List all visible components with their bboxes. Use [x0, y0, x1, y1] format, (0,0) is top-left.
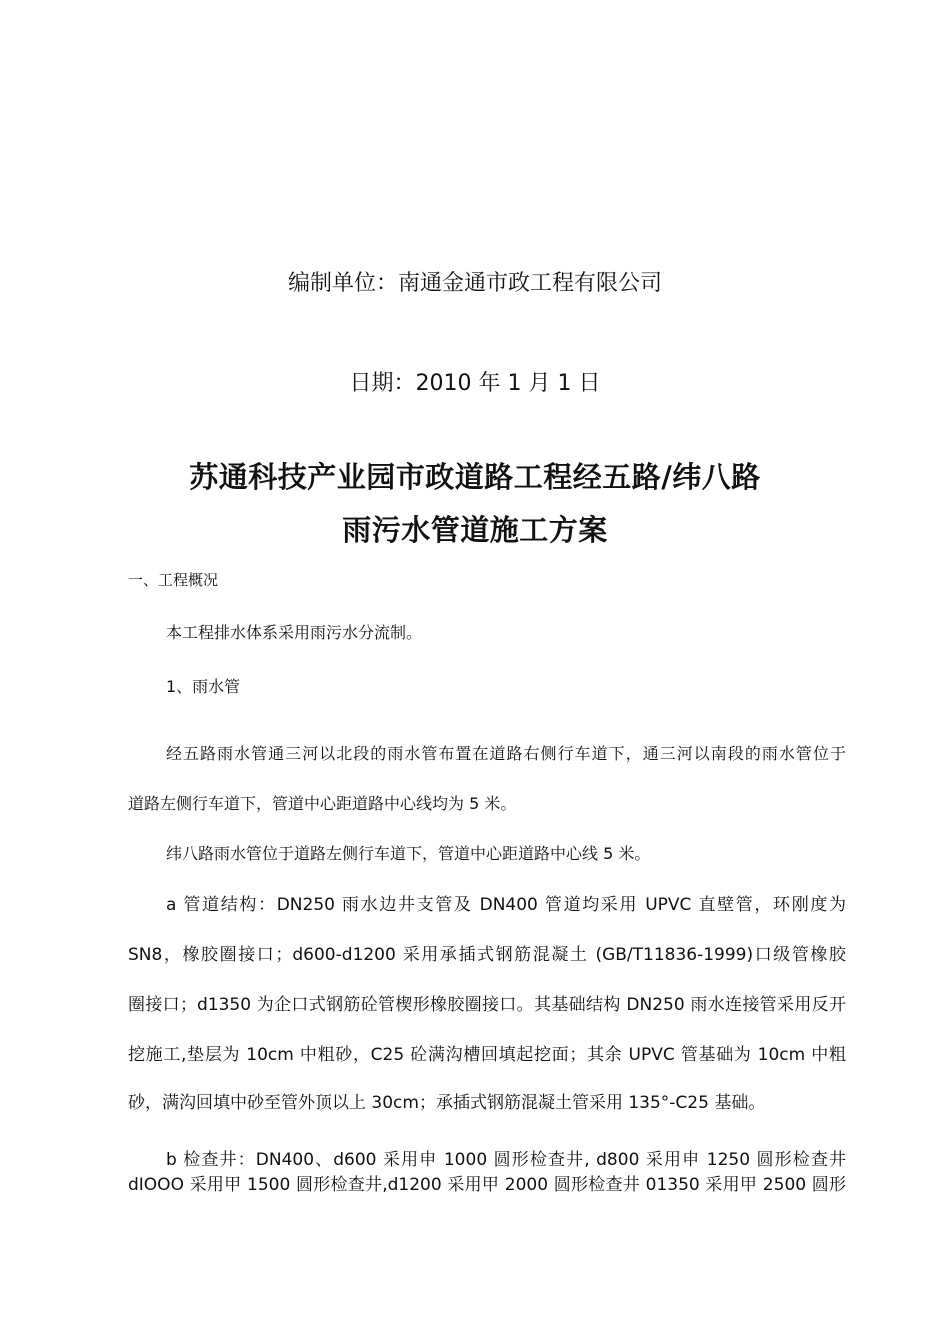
subsection-heading: 1、雨水管 — [166, 677, 241, 696]
document-date: 日期：2010 年 1 月 1 日 — [349, 371, 601, 396]
paragraph-line: 纬八路雨水管位于道路左侧行车道下，管道中心距道路中心线 5 米。 — [166, 844, 651, 863]
paragraph-line: a 管道结构：DN250 雨水边井支管及 DN400 管道均采用 UPVC 直壁管，环刚度为 — [166, 895, 846, 915]
paragraph-line: dIOOO 采用甲 1500 圆形检查井,d1200 采用甲 2000 圆形检查井 01350 采用甲 2500 圆形 — [128, 1175, 846, 1195]
compiler-unit: 编制单位：南通金通市政工程有限公司 — [287, 271, 662, 296]
intro-paragraph: 本工程排水体系采用雨污水分流制。 — [166, 623, 423, 642]
document-title-line2: 雨污水管道施工方案 — [342, 513, 608, 547]
document-title-line1: 苏通科技产业园市政道路工程经五路/纬八路 — [189, 460, 761, 494]
paragraph-line: 圈接口；d1350 为企口式钢筋砼管楔形橡胶圈接口。其基础结构 DN250 雨水连接管采用反开 — [128, 995, 846, 1015]
paragraph-line: 经五路雨水管通三河以北段的雨水管布置在道路右侧行车道下，通三河以南段的雨水管位于 — [166, 744, 846, 763]
paragraph-line: 挖施工,垫层为 10cm 中粗砂，C25 砼满沟槽回填起挖面；其余 UPVC 管基础为 10cm 中粗 — [128, 1045, 846, 1065]
paragraph-line: 砂，满沟回填中砂至管外顶以上 30cm；承插式钢筋混凝土管采用 135°-C25 基础。 — [128, 1093, 766, 1113]
paragraph-line: SN8，橡胶圈接口；d600-d1200 采用承插式钢筋混凝土 (GB/T11836-1999)口级管橡胶 — [128, 945, 846, 965]
section-heading: 一、工程概况 — [128, 571, 219, 589]
paragraph-line: 道路左侧行车道下，管道中心距道路中心线均为 5 米。 — [128, 794, 517, 813]
paragraph-line: b 检查井：DN400、d600 采用申 1000 圆形检查井, d800 采用申 1250 圆形检查井 — [166, 1150, 846, 1170]
